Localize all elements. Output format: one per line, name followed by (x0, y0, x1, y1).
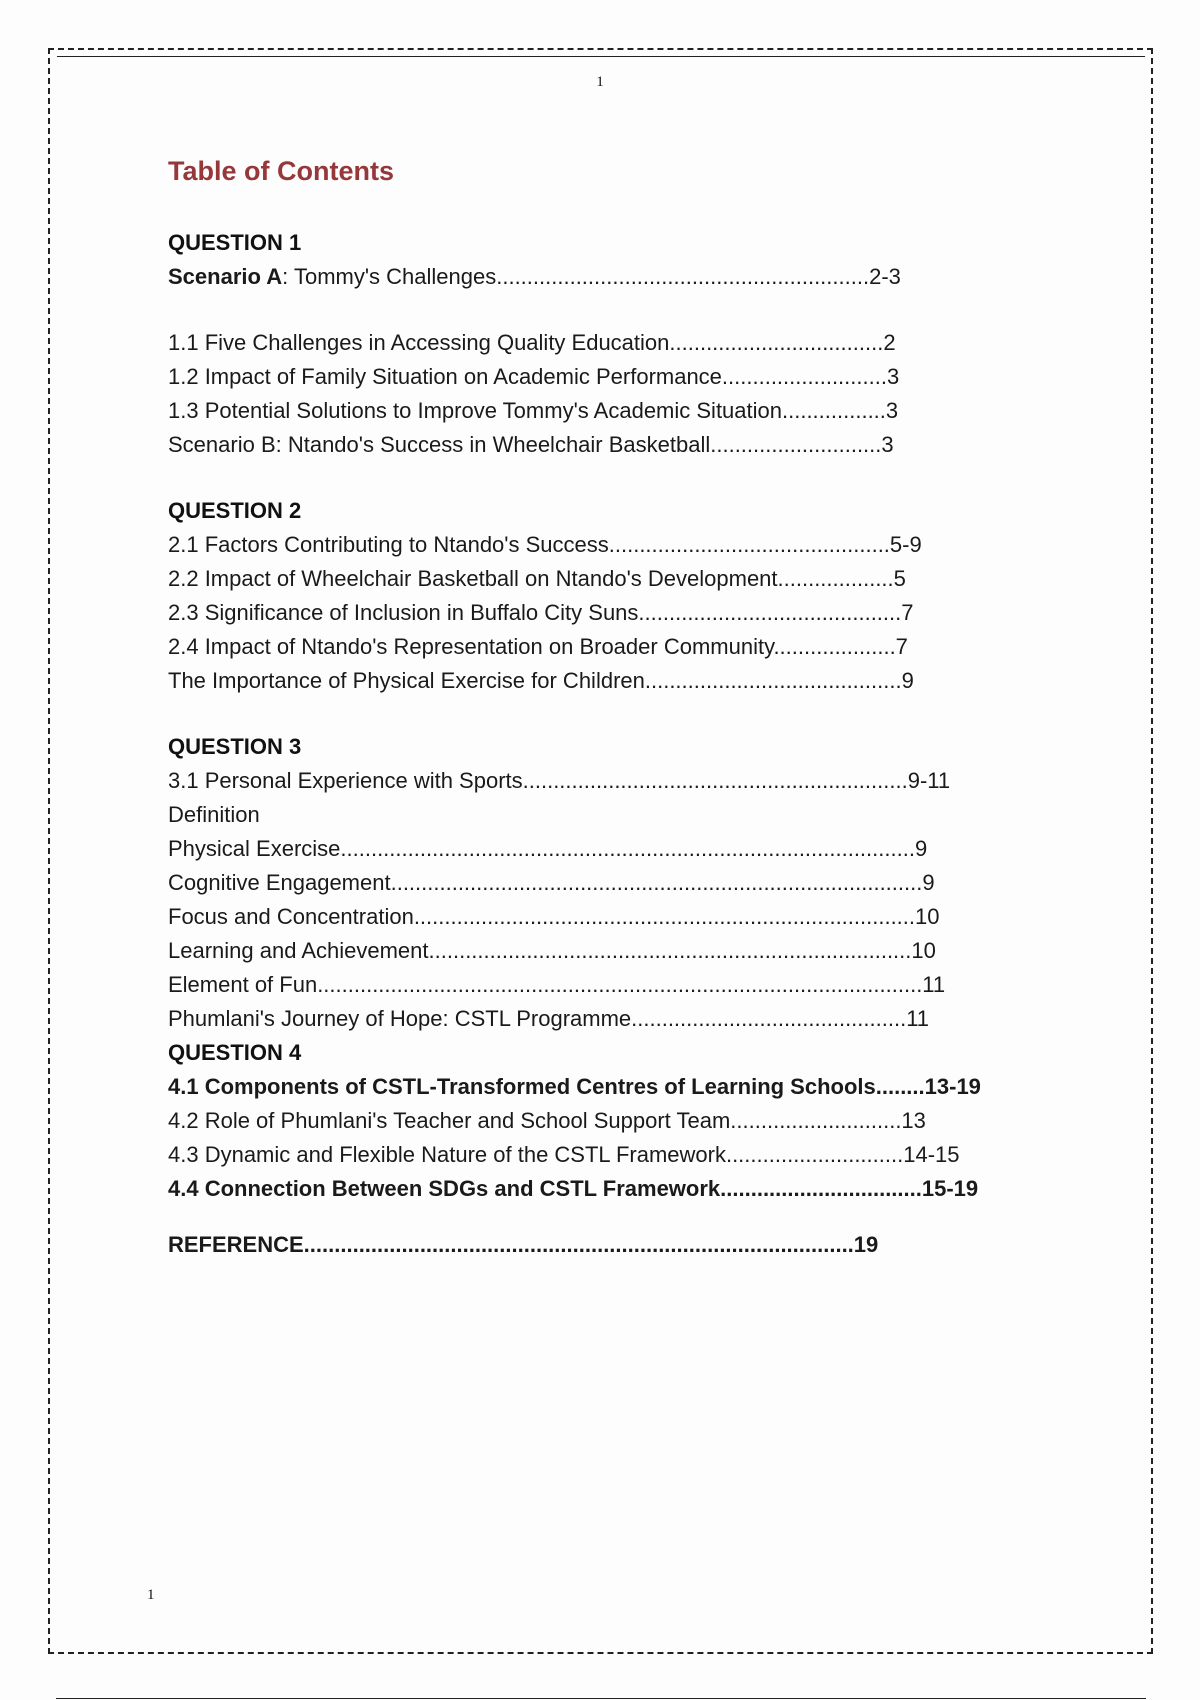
toc-title: Table of Contents (168, 156, 394, 186)
table-of-contents (168, 226, 1088, 1262)
toc-entry-4-4[interactable]: 4.4 Connection Between SDGs and CSTL Framework.................................15-19 (168, 1176, 979, 1201)
toc-entry-1-2[interactable]: 1.2 Impact of Family Situation on Academic Performance...........................3 (168, 364, 900, 389)
toc-entry-phumlani-journey[interactable]: Phumlani's Journey of Hope: CSTL Programme.............................................11 (168, 1006, 930, 1031)
toc-entry-2-2[interactable]: 2.2 Impact of Wheelchair Basketball on Ntando's Development...................5 (168, 566, 906, 591)
toc-entry-3-1[interactable]: 3.1 Personal Experience with Sports...............................................................9-11 (168, 768, 951, 793)
page-number-bottom: 1 (147, 1587, 155, 1603)
toc-entry-1-3[interactable]: 1.3 Potential Solutions to Improve Tommy's Academic Situation.................3 (168, 398, 899, 423)
toc-entry-1-1[interactable]: 1.1 Five Challenges in Accessing Quality Education...................................2 (168, 330, 896, 355)
question-1-heading: QUESTION 1 (168, 230, 302, 255)
question-4-heading: QUESTION 4 (168, 1040, 302, 1065)
toc-entry-2-4[interactable]: 2.4 Impact of Ntando's Representation on Broader Community....................7 (168, 634, 908, 659)
question-2-heading: QUESTION 2 (168, 498, 302, 523)
toc-entry-cognitive-engagement[interactable]: Cognitive Engagement.......................................................................................9 (168, 870, 935, 895)
toc-entry-scenario-b[interactable]: Scenario B: Ntando's Success in Wheelchair Basketball............................3 (168, 432, 894, 457)
question-3-heading: QUESTION 3 (168, 734, 302, 759)
bottom-rule (56, 1698, 1146, 1699)
toc-entry-4-3[interactable]: 4.3 Dynamic and Flexible Nature of the CSTL Framework.............................14-15 (168, 1142, 960, 1167)
toc-entry-scenario-a[interactable] (168, 260, 1088, 294)
scenario-a-label: Scenario A (168, 264, 283, 289)
toc-entry-physical-exercise-children[interactable]: The Importance of Physical Exercise for Children..........................................9 (168, 668, 914, 693)
page-number-top: 1 (596, 74, 604, 90)
toc-entry-4-1[interactable]: 4.1 Components of CSTL-Transformed Centres of Learning Schools........13-19 (168, 1074, 981, 1099)
toc-entry-definition[interactable]: Definition (168, 802, 260, 827)
scenario-a-text: : Tommy's Challenges.............................................................2-3 (282, 264, 901, 289)
toc-entry-2-3[interactable]: 2.3 Significance of Inclusion in Buffalo City Suns...........................................7 (168, 600, 914, 625)
toc-entry-2-1[interactable]: 2.1 Factors Contributing to Ntando's Success..............................................5-9 (168, 532, 922, 557)
toc-entry-4-2[interactable]: 4.2 Role of Phumlani's Teacher and School Support Team............................13 (168, 1108, 926, 1133)
toc-entry-focus-concentration[interactable]: Focus and Concentration..................................................................................10 (168, 904, 940, 929)
toc-entry-element-of-fun[interactable]: Element of Fun...................................................................................................11 (168, 972, 946, 997)
toc-entry-reference[interactable]: REFERENCE..........................................................................................19 (168, 1232, 879, 1257)
toc-entry-learning-achievement[interactable]: Learning and Achievement...............................................................................10 (168, 938, 936, 963)
toc-entry-physical-exercise[interactable]: Physical Exercise..............................................................................................9 (168, 836, 928, 861)
